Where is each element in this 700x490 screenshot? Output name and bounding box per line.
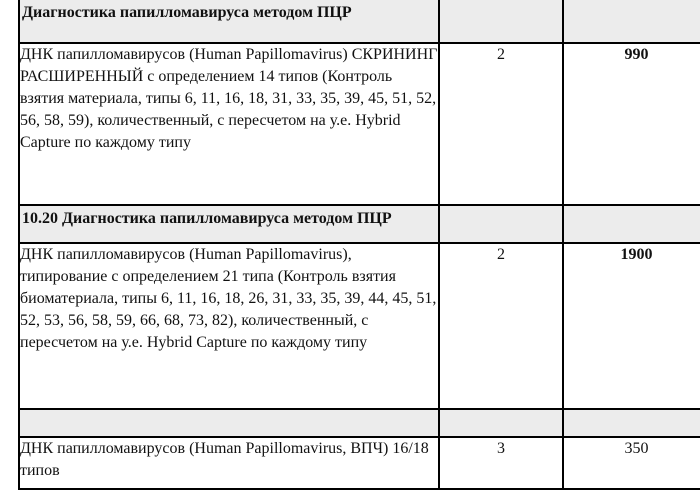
price-value: 990 bbox=[563, 43, 700, 205]
days-value: 2 bbox=[439, 243, 563, 409]
price-value: 350 bbox=[563, 437, 700, 489]
empty-cell bbox=[563, 0, 700, 43]
empty-cell bbox=[563, 205, 700, 243]
price-value: 1900 bbox=[563, 243, 700, 409]
empty-cell bbox=[439, 0, 563, 43]
service-description: ДНК папилломавирусов (Human Papillomavirus) СКРИНИНГ РАСШИРЕННЫЙ с определением 14 типов (Контроль взятия материала, типы 6, 11, 16, 18, 31, 33, 35, 39, 45, 51, 52, 56, 58, 59), количественный, с пересчетом на у.е. Hybrid Capture по каждому типу bbox=[19, 43, 439, 205]
empty-cell bbox=[563, 409, 700, 437]
section-title: 10.20 Диагностика папилломавируса методом ПЦР bbox=[19, 205, 439, 243]
price-table bbox=[18, 0, 700, 490]
section-header-row bbox=[19, 409, 700, 437]
section-header-row bbox=[19, 205, 700, 243]
service-description: ДНК папилломавирусов (Human Papillomavirus, ВПЧ) 16/18 типов bbox=[19, 437, 439, 489]
table-row bbox=[19, 243, 700, 409]
table-row bbox=[19, 437, 700, 489]
section-title bbox=[19, 409, 439, 437]
empty-cell bbox=[439, 205, 563, 243]
section-header-row bbox=[19, 0, 700, 43]
days-value: 3 bbox=[439, 437, 563, 489]
section-title: Диагностика папилломавируса методом ПЦР bbox=[19, 0, 439, 43]
empty-cell bbox=[439, 409, 563, 437]
service-description: ДНК папилломавирусов (Human Papillomavirus), типирование с определением 21 типа (Контроль взятия биоматериала, типы 6, 11, 16, 18, 26, 31, 33, 35, 39, 44, 45, 51, 52, 53, 56, 58, 59, 66, 68, 73, 82), количественный, с пересчетом на у.е. Hybrid Capture по каждому типу bbox=[19, 243, 439, 409]
table-row bbox=[19, 43, 700, 205]
days-value: 2 bbox=[439, 43, 563, 205]
